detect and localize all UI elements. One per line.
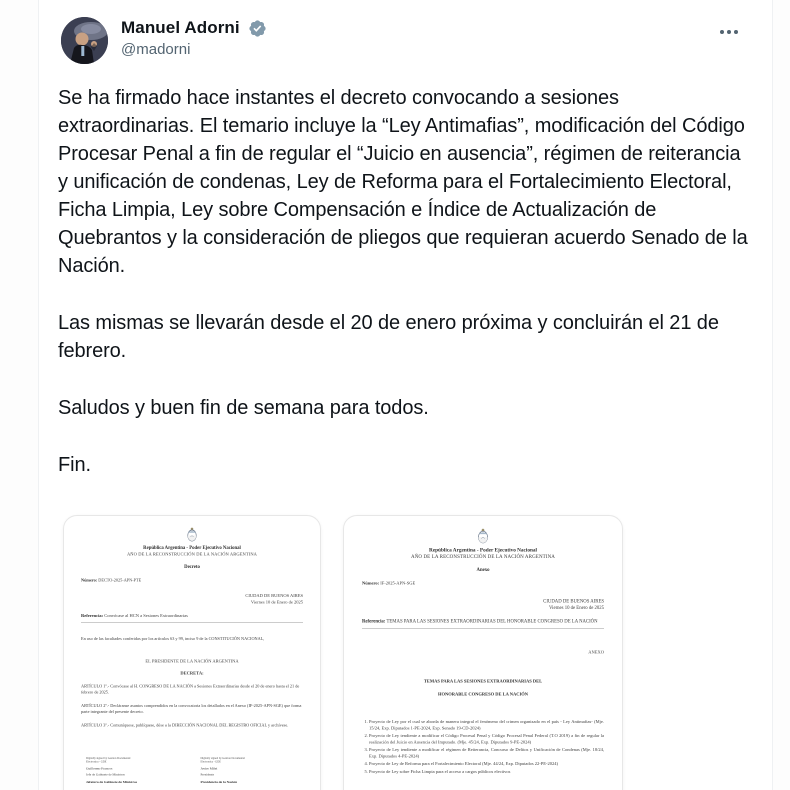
doc-date-line: Viernes 10 de Enero de 2025 (250, 599, 303, 605)
doc-president-line: EL PRESIDENTE DE LA NACIÓN ARGENTINA (145, 658, 239, 664)
doc-reference-value: TEMAS PARA LAS SESIONES EXTRAORDINARIAS DEL HONORABLE CONGRESO DE LA NACIÓN (386, 619, 598, 624)
author-handle[interactable]: @madorni (121, 41, 191, 58)
verified-badge-icon (248, 19, 267, 38)
annex-title-line1: TEMAS PARA LAS SESIONES EXTRAORDINARIAS DEL (423, 678, 543, 684)
decree-document-image[interactable] (63, 515, 321, 790)
tweet-card (38, 0, 773, 790)
doc-divider (362, 628, 604, 629)
more-options-button[interactable] (714, 22, 744, 42)
signature-row (81, 757, 303, 784)
doc-org-line: República Argentina - Poder Ejecutivo Nacional (429, 547, 537, 553)
signature-block-right: Digitally signed by Gestion Documental Electronica - GDE Javier Milei Presidente Presidencia de la Nación (200, 757, 298, 784)
doc-type-title: Decreto (184, 564, 200, 570)
annex-topic: 3. Proyecto de Ley tendiente a modificar el régimen de Reiterancia, Concurso de Delitos y Unificación de Condenas (Mje. 18/24, Exp. Diputados 4-PE-2024) (369, 747, 604, 760)
tweet-paragraph: Se ha firmado hace instantes el decreto convocando a sesiones extraordinarias. El temario incluye la “Ley Antimafias”, modificación del Código Procesar Penal a fin de regular el “Juicio en ausencia”, régimen de reiterancia y unificación de condenas, Ley de Reforma para el Fortalecimiento Electoral, Ficha Limpia, Ley sobre Compensación e Índice de Actualización de Quebrantos y la consideración de pliegos que requieran acuerdo Senado de la Nación. (58, 87, 748, 277)
coat-of-arms-icon (187, 527, 198, 542)
doc-article-3: ARTÍCULO 3º.- Comuníquese, publíquese, dése a la DIRECCIÓN NACIONAL DEL REGISTRO OFICIAL y archívese. (81, 722, 289, 728)
annex-topic: 4. Proyecto de Ley de Reforma para el Fortalecimiento Electoral (Mje. 44/24, Exp. Diputados 22-PE-2024) (369, 761, 604, 767)
annex-topics-list (362, 719, 604, 775)
doc-number-label: Número: (81, 577, 98, 583)
doc-date-line: Viernes 10 de Enero de 2025 (549, 605, 604, 611)
signer-org: Presidencia de la Nación (200, 780, 238, 784)
signer-role: Presidente (200, 773, 215, 777)
decree-document-content (64, 516, 320, 790)
doc-year-line: AÑO DE LA RECONSTRUCCIÓN DE LA NACIÓN ARGENTINA (410, 554, 555, 560)
doc-reference-value: Convócase al HCN a Sesiones Extraordinarias (104, 613, 188, 618)
coat-of-arms-icon (477, 528, 489, 544)
annex-document-content (344, 516, 622, 788)
signer-name: Javier Milei (200, 766, 218, 771)
doc-decreta-line: DECRETA: (180, 670, 204, 676)
tweet-text (58, 84, 752, 508)
doc-type-title: Anexo (476, 567, 490, 573)
doc-article-2: ARTÍCULO 2º.- Decláranse asuntos comprendidos en la convocatoria los detallados en el Anexo (IF-2025-APN-SGE) que forma parte integrante del presente decreto. (81, 703, 302, 714)
annex-topic: 1. Proyecto de Ley por el cual se aborda de manera integral el fenómeno del crimen organizado en el país - Ley Antimafias- (Mje. 15/24, Exp. Diputados 1-PE-2024, Exp. Senado 19-CD-2024) (369, 719, 604, 732)
doc-city-line: CIUDAD DE BUENOS AIRES (245, 593, 303, 598)
doc-divider (81, 622, 303, 623)
annex-document-image[interactable] (343, 515, 623, 790)
tweet-paragraph: Saludos y buen fin de semana para todos. (58, 397, 429, 419)
doc-number-value: DECTO-2025-APN-PTE (98, 577, 142, 583)
author-name[interactable]: Manuel Adorni (121, 18, 240, 37)
annex-topic: 5. Proyecto de Ley sobre Ficha Limpia para el acceso a cargos públicos electivos (369, 768, 604, 774)
doc-intro: En uso de las facultades conferidas por los artículos 63 y 99, inciso 9 de la CONSTITUCIÓN NACIONAL, (81, 636, 265, 641)
signer-org: Jefatura de Gabinete de Ministros (86, 780, 138, 784)
doc-year-line: AÑO DE LA RECONSTRUCCIÓN DE LA NACIÓN ARGENTINA (126, 551, 258, 557)
tweet-header (61, 16, 756, 68)
tweet-media (63, 515, 772, 790)
avatar-image (61, 17, 108, 64)
doc-number-value: IF-2025-APN-SGE (380, 580, 416, 586)
doc-city-line: CIUDAD DE BUENOS AIRES (543, 599, 604, 604)
doc-number-label: Número: (362, 580, 380, 586)
annex-tag: ANEXO (588, 649, 604, 655)
annex-title-line2: HONORABLE CONGRESO DE LA NACIÓN (437, 691, 529, 697)
tweet-paragraph: Fin. (58, 454, 91, 476)
signature-block-left: Digitally signed by Gestion Documental Electronica - GDE Guillermo Francos Jefe de Gabinete de Ministros Jefatura de Gabinete de Ministros (86, 757, 184, 784)
doc-article-1: ARTÍCULO 1º.- Convócase al H. CONGRESO DE LA NACIÓN a Sesiones Extraordinarias desde el 20 de enero hasta el 21 de febrero de 2025. (81, 683, 300, 695)
signer-name: Guillermo Francos (86, 766, 113, 771)
doc-org-line: República Argentina - Poder Ejecutivo Nacional (143, 545, 241, 551)
signer-role: Jefe de Gabinete de Ministros (86, 773, 125, 777)
more-icon (720, 30, 724, 34)
avatar[interactable] (61, 17, 108, 64)
tweet-paragraph: Las mismas se llevarán desde el 20 de enero próxima y concluirán el 21 de febrero. (58, 312, 719, 362)
doc-reference-label: Referencia: (81, 613, 104, 618)
author-block (121, 18, 267, 58)
doc-reference-label: Referencia: (362, 619, 386, 624)
annex-topic: 2. Proyecto de Ley tendiente a modificar el Código Procesal Penal y Código Procesal Penal Federal (T.O 2019) a fin de regular la realización del Juicio en Ausencia del Imputado. (Mje. 45/24, Exp. Diputados 9-PE-2024) (369, 733, 604, 746)
